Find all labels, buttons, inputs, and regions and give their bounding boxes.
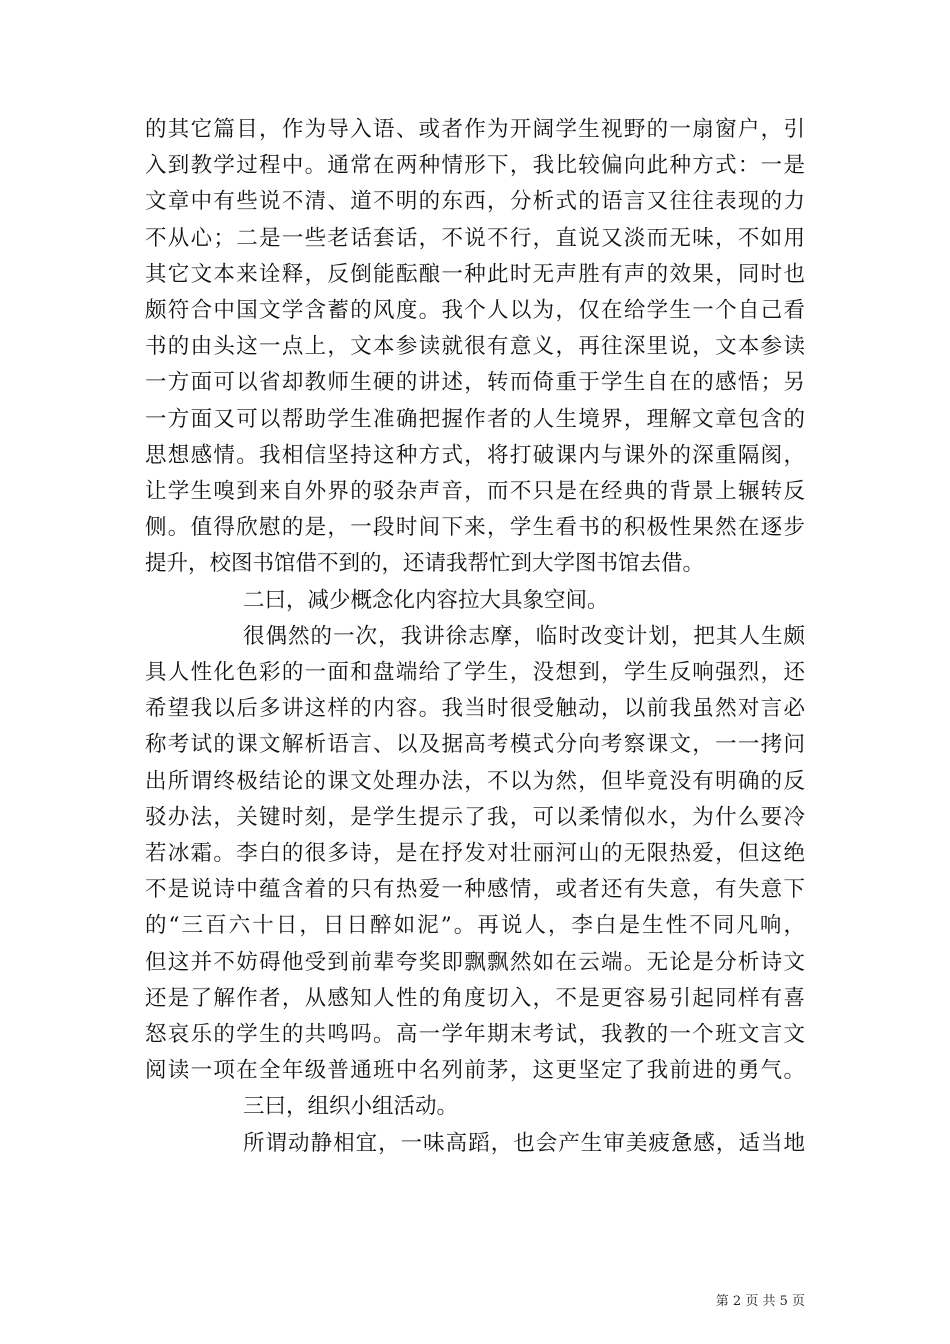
text-line: 所谓动静相宜，一味高蹈，也会产生审美疲惫感，适当地 — [243, 1130, 805, 1156]
text-line: 不是说诗中蕴含着的只有热爱一种感情，或者还有失意，有失意下 — [145, 877, 805, 903]
text-line: 出所谓终极结论的课文处理办法，不以为然，但毕竟没有明确的反 — [145, 768, 805, 794]
text-line: 文章中有些说不清、道不明的东西，分析式的语言又往往表现的力 — [145, 189, 805, 215]
body-text — [145, 112, 805, 1162]
text-line: 很偶然的一次，我讲徐志摩，临时改变计划，把其人生颇 — [243, 623, 805, 649]
text-line: 但这并不妨碍他受到前辈夸奖即飘飘然如在云端。无论是分析诗文 — [145, 949, 805, 975]
text-line: 颇符合中国文学含蓄的风度。我个人以为，仅在给学生一个自己看 — [145, 298, 805, 324]
text-line: 提升，校图书馆借不到的，还请我帮忙到大学图书馆去借。 — [145, 551, 705, 577]
text-line: 三曰，组织小组活动。 — [243, 1094, 459, 1120]
text-line: 一方面可以省却教师生硬的讲述，转而倚重于学生自在的感悟；另 — [145, 370, 805, 396]
text-line: 还是了解作者，从感知人性的角度切入，不是更容易引起同样有喜 — [145, 985, 805, 1011]
page-number: 第 2 页 共 5 页 — [715, 1294, 805, 1309]
text-line: 驳办法，关键时刻，是学生提示了我，可以柔情似水，为什么要冷 — [145, 804, 805, 830]
text-line: 其它文本来诠释，反倒能酝酿一种此时无声胜有声的效果，同时也 — [145, 261, 805, 287]
text-line: 的其它篇目，作为导入语、或者作为开阔学生视野的一扇窗户，引 — [145, 117, 805, 142]
text-line: 入到教学过程中。通常在两种情形下，我比较偏向此种方式：一是 — [145, 153, 805, 179]
text-line: 让学生嗅到来自外界的驳杂声音，而不只是在经典的背景上辗转反 — [145, 479, 805, 505]
text-line: 书的由头这一点上，文本参读就很有意义，再往深里说，文本参读 — [145, 334, 805, 360]
text-line: 的“三百六十日，日日醉如泥”。再说人，李白是生性不同凡响， — [145, 913, 805, 939]
text-line: 具人性化色彩的一面和盘端给了学生，没想到，学生反响强烈，还 — [145, 660, 805, 686]
text-line: 二曰，减少概念化内容拉大具象空间。 — [243, 587, 609, 613]
text-line: 怒哀乐的学生的共鸣吗。高一学年期末考试，我教的一个班文言文 — [145, 1022, 805, 1048]
text-line: 阅读一项在全年级普通班中名列前茅，这更坚定了我前进的勇气。 — [145, 1058, 805, 1084]
text-line: 希望我以后多讲这样的内容。我当时很受触动，以前我虽然对言必 — [145, 696, 805, 722]
text-line: 不从心；二是一些老话套话，不说不行，直说又淡而无味，不如用 — [145, 225, 805, 251]
text-line: 称考试的课文解析语言、以及据高考模式分向考察课文，一一拷问 — [145, 732, 805, 758]
text-line: 侧。值得欣慰的是，一段时间下来，学生看书的积极性果然在逐步 — [145, 515, 805, 541]
text-line: 若冰霜。李白的很多诗，是在抒发对壮丽河山的无限热爱，但这绝 — [145, 841, 805, 867]
text-line: 思想感情。我相信坚持这种方式，将打破课内与课外的深重隔阂， — [145, 442, 805, 468]
text-line: 一方面又可以帮助学生准确把握作者的人生境界，理解文章包含的 — [145, 406, 805, 432]
